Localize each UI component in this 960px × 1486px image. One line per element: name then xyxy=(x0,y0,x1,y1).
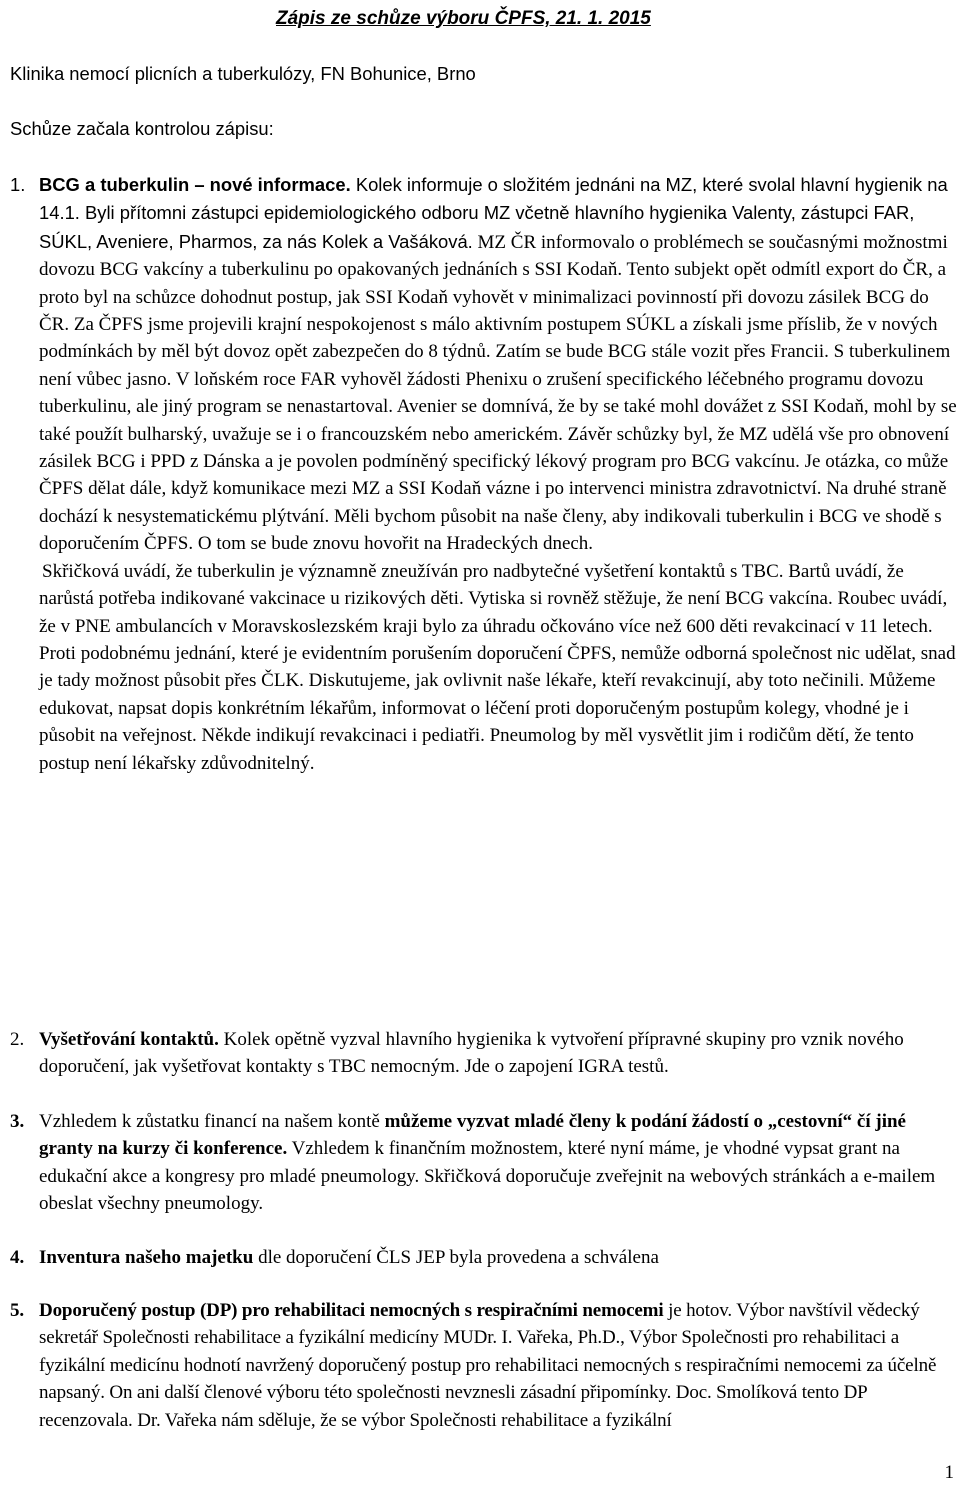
item-1-serif-text: MZ ČR informovalo o problémech se současnými možnostmi dovozu BCG vakcíny a tuberkulinu po opakovaných jednáních s SSI Kodaň. Tento subjekt opět odmítl export do ČR, a proto byl na schůzce dohodnut postup, jak SSI Kodaň vyhovět v minimalizaci povinností při dovozu zásilek BCG do ČR. Za ČPFS jsme projevili krajní nespokojenost s málo aktivním postupem SÚKL a získali jsme příslib, že v nových podmínkách by měl být dovoz opět zabezpečen do 8 týdnů. Zatím se bude BCG stále vozit přes Francii. S tuberkulinem není vůbec jasno. V loňském roce FAR vyhověl žádosti Phenixu o zrušení specifického léčebného programu dovozu tuberkulinu, ale jiný program se nenastartoval. Avenier se domnívá, že by se také mohl dovážet z SSI Kodaň, mohl by se také použít bulharský, uvažuje se i o francouzském nebo americkém. Závěr schůzky byl, že MZ udělá vše pro obnovení zásilek BCG i PPD z Dánska a je povolen podmíněný specifický lékový program pro BCG vakcínu. Je otázka, co může ČPFS dělat dále, když komunikace mezi MZ a SSI Kodaň vázne i po intervenci ministra zdravotnictví. Na druhé straně dochází k nesystematickému plýtvání. Měli bychom působit na naše členy, aby indikovali tuberkulin i BCG ve shodě s doporučením ČPFS. O tom se bude znovu hovořit na Hradeckých dnech. xyxy=(39,231,957,555)
page-number: 1 xyxy=(944,1462,954,1483)
item-1-paragraph-1 xyxy=(39,171,960,558)
item-number: 4. xyxy=(10,1247,25,1268)
agenda-item-2 xyxy=(10,1026,960,1081)
item-number: 2. xyxy=(10,1029,25,1050)
item-4-text: dle doporučení ČLS JEP byla provedena a schválena xyxy=(253,1247,659,1268)
item-3-bold: můžeme vyzvat mladé členy k podání žádostí o „cestovní“ čí jiné granty na kurzy či konference. xyxy=(39,1111,906,1160)
opening-line: Schůze začala kontrolou zápisu: xyxy=(10,118,274,139)
item-2-heading: Vyšetřování kontaktů. xyxy=(39,1029,219,1050)
meeting-location: Klinika nemocí plicních a tuberkulózy, FN Bohunice, Brno xyxy=(10,63,476,84)
agenda-item-3 xyxy=(10,1108,960,1218)
page-title: Zápis ze schůze výboru ČPFS, 21. 1. 2015 xyxy=(276,8,651,29)
item-3-text-a: Vzhledem k zůstatku financí na našem kontě xyxy=(39,1111,385,1132)
item-1-paragraph-2: Skřičková uvádí, že tuberkulin je významně zneužíván pro nadbytečné vyšetření kontaktů s TBC. Bartů uvádí, že narůstá potřeba indikované vakcinace u rizikových děti. Vytiska si rovněž stěžuje, že není BCG vakcína. Roubec uvádí, že v PNE ambulancích v Moravskoslezském kraji bylo za úhradu očkováno více než 600 děti revakcinací v 11 letech. Proti podobnému jednání, které je evidentním porušením doporučení ČPFS, nemůže odborná společnost nic udělat, snad je tady možnost působit přes ČLK. Diskutujeme, jak ovlivnit naše lékaře, kteří revakcinují, aby toto nečinili. Můžeme edukovat, napsat dopis konkrétním lékařům, informovat o léčení proti doporučeným postupům kolegy, vhodné je i působit na veřejnost. Někde indikují revakcinaci i pediatři. Pneumolog by měl vysvětlit jim i rodičům dětí, že tento postup není lékařsky zdůvodnitelný. xyxy=(39,560,956,774)
item-2-text: Kolek opětně vyzval hlavního hygienika k vytvoření přípravné skupiny pro vznik nového doporučení, jak vyšetřovat kontakty s TBC nemocným. Jde o zapojení IGRA testů. xyxy=(39,1029,904,1078)
agenda-item-1 xyxy=(10,171,960,777)
item-3-text-b: Vzhledem k finančním možnostem, které nyní máme, je vhodné vypsat grant na edukační akce a kongresy pro mladé pneumology. Skřičková doporučuje zveřejnit na webových stránkách a e-mailem obeslat všechny pneumology. xyxy=(39,1138,936,1215)
item-4-bold: Inventura našeho majetku xyxy=(39,1247,254,1268)
item-1-heading: BCG a tuberkulin – nové informace. xyxy=(39,174,351,195)
agenda-item-5 xyxy=(10,1297,960,1434)
item-1-sans-text: Kolek informuje o složitém jednáni na MZ, které svolal hlavní hygienik na 14.1. Byli přítomni zástupci epidemiologického odboru MZ včetně hlavního hygienika Valenty, zástupci FAR, SÚKL, Aveniere, Pharmos, za nás Kolek a Vašáková. xyxy=(39,174,948,252)
item-number: 5. xyxy=(10,1300,24,1321)
item-5-bold: Doporučený postup (DP) pro rehabilitaci nemocných s respiračními nemocemi xyxy=(39,1300,664,1321)
agenda-item-4 xyxy=(10,1244,960,1271)
item-5-text: je hotov. Výbor navštívil vědecký sekretář Společnosti rehabilitace a fyzikální medicíny MUDr. I. Vařeka, Ph.D., Výbor Společnosti pro rehabilitaci a fyzikální medicínu hodnotí navržený doporučený postup pro rehabilitaci nemocných s respiračními nemocemi za účelně napsaný. On ani další členové výboru této společnosti nevznesli zásadní připomínky. Doc. Smolíková tento DP recenzovala. Dr. Vařeka nám sděluje, že se výbor Společnosti rehabilitace a fyzikální xyxy=(39,1300,937,1431)
item-number: 1. xyxy=(10,174,26,195)
item-number: 3. xyxy=(10,1111,25,1132)
